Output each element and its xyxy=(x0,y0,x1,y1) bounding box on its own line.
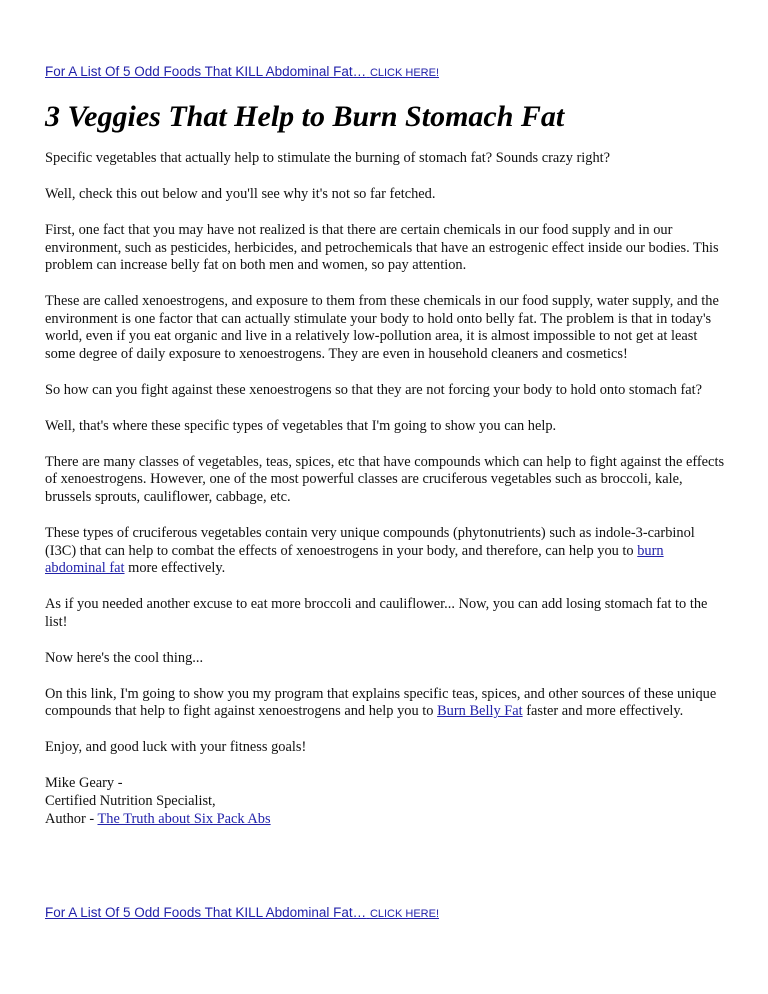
paragraph-text: Now here's the cool thing... xyxy=(45,649,204,666)
paragraph-text: Specific vegetables that actually help to stimulate the burning of stomach fat? Sounds crazy right? xyxy=(45,150,611,166)
paragraph xyxy=(45,382,727,400)
promo-cta: CLICK HERE! xyxy=(369,67,440,79)
article-body xyxy=(45,150,727,828)
paragraph xyxy=(45,686,727,721)
paragraph-text: faster and more effectively. xyxy=(522,703,684,720)
paragraph-text: Well, check this out below and you'll see why it's not so far fetched. xyxy=(45,185,436,202)
paragraph xyxy=(45,739,727,757)
paragraph-text: Well, that's where these specific types of vegetables that I'm going to show you can help. xyxy=(45,417,557,434)
paragraph-text: On this link, I'm going to show you my program that explains specific teas, spices, and other sources of these unique compounds that help to fight against xenoestrogens and help you to xyxy=(45,685,717,720)
paragraph-text: First, one fact that you may have not realized is that there are certain chemicals in our food supply and in our environment, such as pesticides, herbicides, and petrochemicals that have an estrogenic effect inside our bodies. This problem can increase belly fat on both men and women, so pay attention. xyxy=(45,221,719,274)
paragraph-text: As if you needed another excuse to eat more broccoli and cauliflower... Now, you can add losing stomach fat to the list! xyxy=(45,596,708,630)
promo-link-bottom[interactable] xyxy=(45,904,439,924)
paragraph-text: These are called xenoestrogens, and exposure to them from these chemicals in our food supply, water supply, and the environment is one factor that can actually stimulate your body to hold onto belly fat. The problem is that in today's world, even if you eat organic and live in a relatively low-pollution area, it is almost impossible to not get at least some degree of daily exposure to xenoestrogens. They are even in household cleaners and cosmetics! xyxy=(45,293,719,362)
signature xyxy=(45,775,727,828)
paragraph xyxy=(45,150,727,168)
paragraph xyxy=(45,596,727,631)
inline-link[interactable]: burn abdominal fat xyxy=(45,542,664,577)
author-name: Mike Geary - xyxy=(45,775,123,792)
inline-link[interactable]: Burn Belly Fat xyxy=(437,703,523,720)
book-link[interactable]: The Truth about Six Pack Abs xyxy=(97,810,271,827)
author-line xyxy=(45,811,727,829)
paragraph xyxy=(45,525,727,578)
promo-link-top[interactable] xyxy=(45,63,439,83)
paragraph xyxy=(45,222,727,275)
paragraph-text: There are many classes of vegetables, teas, spices, etc that have compounds which can help to fight against the effects of xenoestrogens. However, one of the most powerful classes are cruciferous vegetables such as broccoli, kale, brussels sprouts, cauliflower, cabbage, etc. xyxy=(45,453,725,506)
paragraph xyxy=(45,454,727,507)
author-credential: Certified Nutrition Specialist, xyxy=(45,792,216,809)
paragraph-text: So how can you fight against these xenoestrogens so that they are not forcing your body to hold onto stomach fat? xyxy=(45,381,703,398)
paragraph-text: Enjoy, and good luck with your fitness goals! xyxy=(45,739,307,756)
promo-text: For A List Of 5 Odd Foods That KILL Abdominal Fat… xyxy=(45,64,367,79)
paragraph-text: These types of cruciferous vegetables contain very unique compounds (phytonutrients) such as indole-3-carbinol (I3C) that can help to combat the effects of xenoestrogens in your body, and therefore, can help you to xyxy=(45,525,695,559)
paragraph xyxy=(45,650,727,668)
paragraph xyxy=(45,186,727,204)
promo-cta: CLICK HERE! xyxy=(369,908,440,920)
page-title: 3 Veggies That Help to Burn Stomach Fat xyxy=(45,100,565,133)
author-prefix: Author - xyxy=(45,810,98,827)
paragraph xyxy=(45,418,727,436)
paragraph-text: more effectively. xyxy=(124,560,226,577)
paragraph xyxy=(45,293,727,363)
promo-text: For A List Of 5 Odd Foods That KILL Abdominal Fat… xyxy=(45,905,367,920)
